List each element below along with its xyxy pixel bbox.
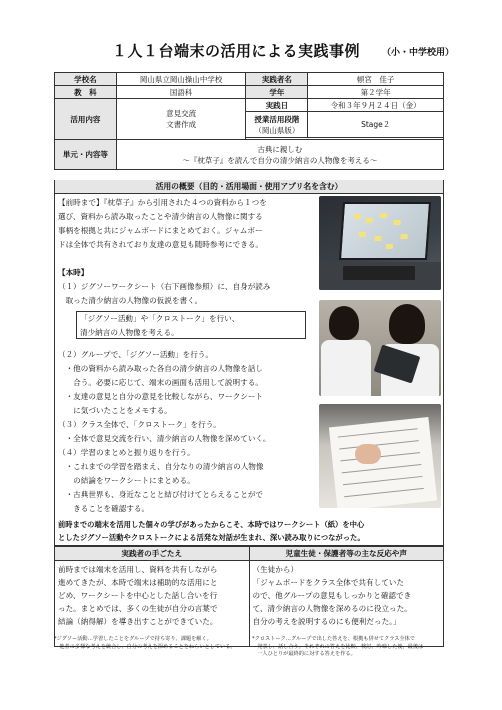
teacher-feedback-line: どめ、ワークシートを中心とした話し合いを行: [58, 591, 218, 600]
step1-line: （１）ジグソーワークシート（右下画像参照）に、自身が読み: [58, 282, 271, 291]
page-subtitle: （小・中学校用）: [381, 48, 454, 58]
intro-line: ドは全体で共有されており友達の意見も随時参考にできる。: [58, 240, 264, 249]
student-feedback-line: 自分の考えを説明するのにも便利だった。」: [252, 617, 401, 626]
date-label: 実践日: [246, 99, 308, 112]
worksheet-photo: [319, 404, 441, 508]
step3-line: ・全体で意見交流を行い、清少納言の人物像を深めていく。: [58, 434, 271, 443]
step4-line: きることを確認する。: [58, 504, 150, 513]
step3-line: （３）クラス全体で、「クロストーク」を行う。: [58, 420, 221, 429]
step1-line: 取った清少納言の人物像の仮説を書く。: [58, 296, 203, 305]
students-with-tablet-photo: [319, 300, 441, 396]
goal-line: 清少納言の人物像を考える。: [80, 328, 179, 337]
activity-label: 活用内容: [55, 99, 117, 140]
school-label: 学校名: [55, 73, 117, 86]
stage-label-1: 授業活用段階: [254, 114, 300, 124]
conclusion-line: としたジグソー活動やクロストークによる活発な対話が生まれ、深い読み取りにつながった。: [58, 533, 365, 542]
unit-value-1: 古典に親しむ: [257, 144, 303, 154]
footnote-left: [54, 636, 236, 651]
student-feedback-line: て、清少納言の人物像を深めるのに役立った。: [252, 604, 412, 613]
step2-line: 合う。必要に応じて、端末の画面も活用して説明する。: [58, 378, 263, 387]
intro-line: 選び、資料から読み取ったことや清少納言の人物像に関する: [58, 212, 263, 221]
stage-label-2: （岡山県版）: [254, 125, 300, 135]
step4-line: ・古典世界も、身近なことと結び付けてとらえることがで: [58, 490, 264, 499]
grade-value: 第２学年: [308, 86, 444, 99]
teacher-feedback-line: 結論（納得解）を導き出すことができていた。: [58, 617, 218, 626]
subject-label: 教 科: [55, 86, 117, 99]
step2-line: ・他の資料から読み取った各自の清少納言の人物像を話し: [58, 364, 264, 373]
teacher-feedback-line: った。まとめでは、多くの生徒が自分の言葉で: [58, 604, 218, 613]
date-value: 令和３年９月２４日（金）: [308, 99, 444, 112]
footnote-line: 一人ひとりが最終的に対する答えを作る。: [252, 651, 356, 657]
footnote-line: *クロストーク…グループで出した答えを、根拠も併せてクラス全体で: [252, 636, 415, 642]
teacher-label: 実践者名: [246, 73, 308, 86]
teacher-feedback-line: 進めてきたが、本時で端末は補助的な活用にと: [58, 578, 218, 587]
stage-value: Stage２: [308, 112, 444, 138]
step4-line: ・これまでの学習を踏まえ、自分なりの清少納言の人物像: [58, 462, 264, 471]
footnote-line: 他者の多様な考えを統合し、自分の考えを深めることをねらいとしている。: [54, 643, 236, 650]
feedback-table: [54, 546, 444, 647]
footnote-line: 発表し、話し合う。それぞれの答えを比較、検討、吟味した後、最後は: [252, 643, 424, 650]
student-feedback-line: 「ジャムボードをクラス全体で共有していた: [252, 578, 404, 587]
intro-line: 事柄を根拠と共にジャムボードにまとめておく。ジャムボー: [58, 226, 263, 235]
laptop-screen: [339, 202, 431, 260]
stage-label: [246, 112, 308, 138]
keyboard: [343, 266, 415, 280]
conclusion-line: 前時までの端末を活用した個々の学びがあったからこそ、本時ではワークシート（紙）を中心: [58, 520, 365, 529]
title-row: [54, 40, 454, 64]
header-table: [54, 72, 444, 170]
overview-heading: 活用の概要（目的・活用場面・使用アプリ名を含む）: [54, 180, 444, 194]
activity-value-1: 意見交流: [166, 109, 197, 118]
student-feedback-line: ので、他グループの意見もしっかりと確認でき: [252, 591, 412, 600]
unit-value-2: ～『枕草子』を読んで自分の清少納言の人物像を考える～: [182, 155, 378, 165]
footnote-right: [252, 636, 423, 659]
grade-label: 学年: [246, 86, 308, 99]
jamboard-laptop-photo: [319, 196, 441, 290]
goal-line: 「ジグソー活動」や「クロストーク」を行い、: [80, 314, 240, 323]
honji-heading: 【本時】: [58, 268, 89, 277]
teacher-feedback-line: 前時までは端末を活用し、資料を共有しながら: [58, 565, 218, 574]
school-value: 岡山県立岡山操山中学校: [116, 73, 246, 86]
teacher-value: 頓宮 佳子: [308, 73, 444, 86]
student-feedback-body: [249, 561, 444, 647]
step4-line: の結論をワークシートにまとめる。: [58, 476, 195, 485]
student-feedback-heading: 児童生徒・保護者等の主な反応や声: [249, 547, 444, 561]
step2-line: に気づいたことをメモする。: [58, 406, 172, 415]
footnote-line: *ジグソー活動…学習したことをグループで持ち寄り、課題を解く。: [54, 636, 212, 642]
page-title: １人１台端末の活用による実践事例: [112, 42, 361, 60]
activity-value: [116, 99, 246, 140]
unit-value: [116, 140, 443, 170]
teacher-feedback-heading: 実践者の手ごたえ: [55, 547, 250, 561]
teacher-feedback-body: [55, 561, 250, 647]
step2-line: ・友達の意見と自分の意見を比較しながら、ワークシート: [58, 392, 264, 401]
step2-line: （２）グループで、「ジグソー活動」を行う。: [58, 350, 213, 359]
activity-value-2: 文書作成: [166, 120, 197, 129]
intro-line: 【前時まで】『枕草子』から引用された４つの資料から１つを: [58, 198, 267, 207]
subject-value: 国語科: [116, 86, 246, 99]
student-feedback-line: （生徒から）: [252, 565, 299, 574]
unit-label: 単元・内容等: [55, 140, 117, 170]
step4-line: （４）学習のまとめと振り返りを行う。: [58, 448, 195, 457]
